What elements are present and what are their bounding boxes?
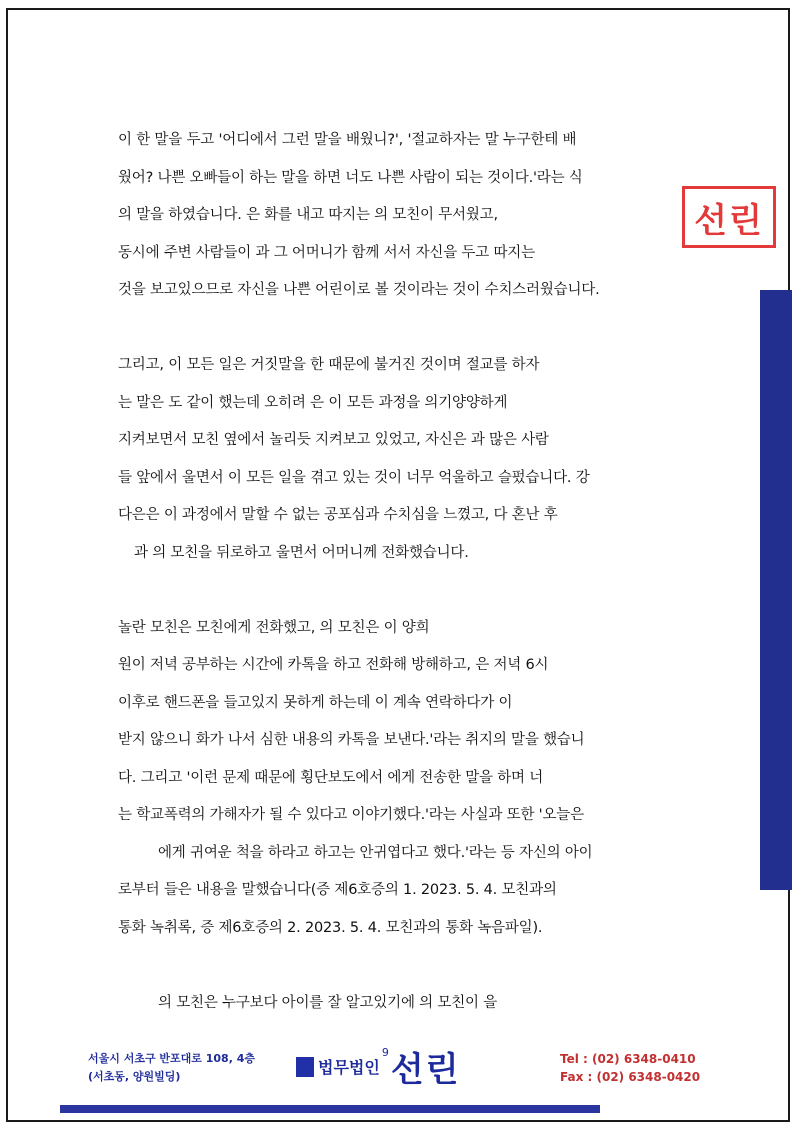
body-line: 다은은 이 과정에서 말할 수 없는 공포심과 수치심을 느꼈고, 다 혼난 후 <box>118 507 558 523</box>
body-line: 는 말은 도 같이 했는데 오히려 은 이 모든 과정을 의기양양하게 <box>118 394 508 411</box>
body-line: 웠어? 나쁜 오빠들이 하는 말을 하면 너도 나쁜 사람이 되는 것이다.'라는 식 <box>118 169 583 186</box>
body-line: 이 한 말을 두고 '어디에서 그런 말을 배웠니?', '절교하자는 말 누구한테 배 <box>118 132 577 148</box>
body-line: 과 의 모친을 뒤로하고 울면서 어머니께 전화했습니다. <box>134 544 469 561</box>
firm-logo <box>296 1042 461 1091</box>
body-line: 것을 보고있으므로 자신을 나쁜 어린이로 볼 것이라는 것이 수치스러웠습니다. <box>118 282 600 298</box>
body-line: 의 모친은 누구보다 아이를 잘 알고있기에 의 모친이 을 <box>158 994 498 1011</box>
logo-name: 선린 <box>390 1050 461 1090</box>
letterhead-footer <box>60 1048 740 1100</box>
body-line: 이후로 핸드폰을 들고있지 못하게 하는데 이 계속 연락하다가 이 <box>118 694 513 711</box>
body-line: 에게 귀여운 척을 하라고 하고는 안귀엽다고 했다.'라는 등 자신의 아이 <box>158 844 593 861</box>
logo-prefix: 법무법인 <box>318 1058 380 1077</box>
body-line: 는 학교폭력의 가해자가 될 수 있다고 이야기했다.'라는 사실과 또한 '오늘은 <box>118 807 584 823</box>
paragraph-gap <box>118 947 690 985</box>
firm-address <box>88 1050 255 1086</box>
paragraph-gap <box>118 572 690 610</box>
body-line: 다. 그리고 '이런 문제 때문에 횡단보도에서 에게 전송한 말을 하며 너 <box>118 769 544 786</box>
body-line: 지켜보면서 모친 옆에서 놀리듯 지켜보고 있었고, 자신은 과 많은 사람 <box>118 432 549 448</box>
side-blue-stripe <box>760 290 792 890</box>
body-line: 의 말을 하였습니다. 은 화를 내고 따지는 의 모친이 무서웠고, <box>118 207 498 223</box>
firm-contact <box>560 1050 700 1086</box>
fax-number: Fax : (02) 6348-0420 <box>560 1070 701 1084</box>
body-line: 그리고, 이 모든 일은 거짓말을 한 때문에 불거진 것이며 절교를 하자 <box>118 357 540 373</box>
body-line: 들 앞에서 울면서 이 모든 일을 겪고 있는 것이 너무 억울하고 슬펐습니다. 강 <box>118 469 590 486</box>
paragraph-gap <box>118 310 690 348</box>
footer-blue-line <box>60 1105 600 1113</box>
body-line: 로부터 들은 내용을 말했습니다(증 제6호증의 1. 2023. 5. 4. 모친과의 <box>118 882 557 898</box>
document-body <box>118 122 690 1022</box>
body-line: 통화 녹취록, 증 제6호증의 2. 2023. 5. 4. 모친과의 통화 녹음파일). <box>118 919 543 936</box>
tel-number: Tel : (02) 6348-0410 <box>560 1052 696 1066</box>
body-line: 받지 않으니 화가 나서 심한 내용의 카톡을 보낸다.'라는 취지의 말을 했습니 <box>118 732 585 748</box>
firm-logo-icon <box>296 1057 314 1077</box>
body-line: 원이 저녁 공부하는 시간에 카톡을 하고 전화해 방해하고, 은 저녁 6시 <box>118 657 549 673</box>
page-number: 9 <box>381 1046 389 1059</box>
address-line-2: (서초동, 양원빌딩) <box>88 1070 181 1083</box>
body-line: 놀란 모친은 모친에게 전화했고, 의 모친은 이 양희 <box>118 619 430 636</box>
seal-stamp: 선린 <box>682 186 776 248</box>
body-line: 동시에 주변 사람들이 과 그 어머니가 함께 서서 자신을 두고 따지는 <box>118 244 535 261</box>
address-line-1: 서울시 서초구 반포대로 108, 4층 <box>88 1052 255 1065</box>
